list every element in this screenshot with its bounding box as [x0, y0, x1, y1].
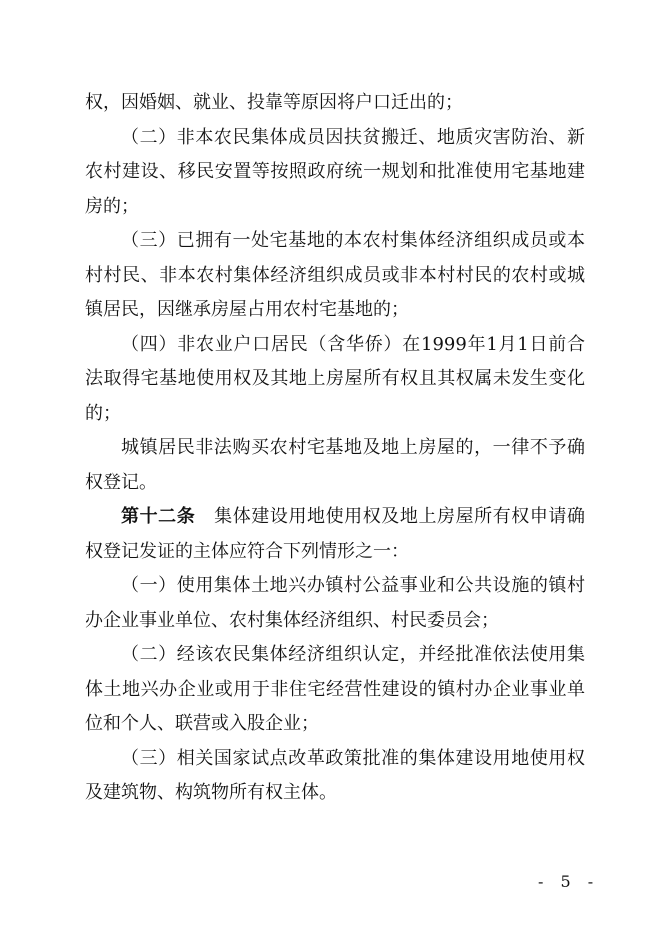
paragraph-text: （三）相关国家试点改革政策批准的集体建设用地使用权及建筑物、构筑物所有权主体。: [85, 747, 585, 803]
paragraph-text: （三）已拥有一处宅基地的本农村集体经济组织成员或本村村民、非本农村集体经济组织成员或非本村村民的农村或城镇居民，因继承房屋占用农村宅基地的；: [85, 230, 585, 320]
paragraph-text: （二）经该农民集体经济组织认定，并经批准依法使用集体土地兴办企业或用于非住宅经营性建设的镇村办企业事业单位和个人、联营或入股企业；: [85, 644, 585, 734]
paragraph-item-1: [85, 569, 585, 638]
paragraph-item-3b: [85, 742, 585, 811]
page-number: - 5 -: [538, 872, 600, 891]
paragraph-text: （一）使用集体土地兴办镇村公益事业和公共设施的镇村办企业事业单位、农村集体经济组织、村民委员会；: [85, 575, 585, 631]
paragraph-text: （四）非农业户口居民（含华侨）在1999年1月1日前合法取得宅基地使用权及其地上房屋所有权且其权属未发生变化的；: [85, 333, 585, 424]
article-heading: 第十二条: [121, 506, 196, 527]
paragraph-text: 城镇居民非法购买农村宅基地及地上房屋的，一律不予确权登记。: [85, 437, 585, 493]
paragraph-item-3: [85, 224, 585, 328]
paragraph-item-2b: [85, 638, 585, 742]
article-12: [85, 500, 585, 569]
paragraph-item-2: [85, 121, 585, 225]
paragraph-text: （二）非本农民集体成员因扶贫搬迁、地质灾害防治、新农村建设、移民安置等按照政府统一规划和批准使用宅基地建房的；: [85, 126, 585, 217]
paragraph-text: 集体建设用地使用权及地上房屋所有权申请确权登记发证的主体应符合下列情形之一：: [85, 506, 586, 562]
paragraph-text: 权，因婚姻、就业、投靠等原因将户口迁出的；: [85, 92, 463, 113]
paragraph-continuation: [85, 86, 585, 121]
body-text: [85, 86, 585, 811]
paragraph-item-4: [85, 328, 585, 432]
paragraph-exclusion: [85, 431, 585, 500]
